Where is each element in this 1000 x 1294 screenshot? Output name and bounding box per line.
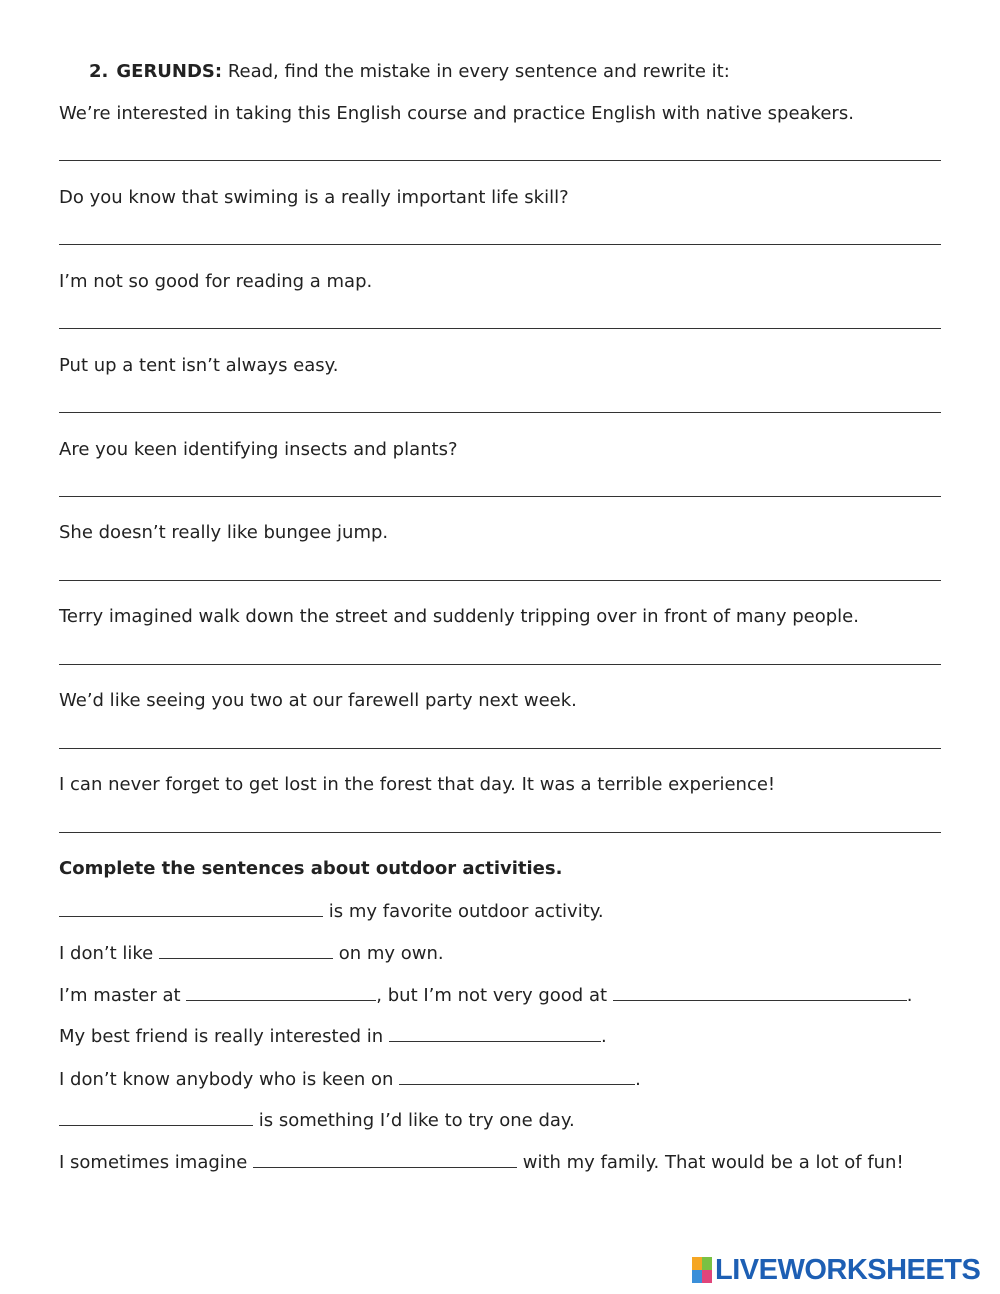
logo-square <box>702 1270 712 1283</box>
complete-text: . <box>635 1069 641 1090</box>
sentence-7: Terry imagined walk down the street and suddenly tripping over in front of many people. <box>59 606 859 627</box>
logo-square <box>692 1270 702 1283</box>
liveworksheets-logo[interactable] <box>692 1255 980 1285</box>
complete-text: I don’t like <box>59 943 159 964</box>
exercise-instruction: Read, find the mistake in every sentence and rewrite it: <box>222 61 730 82</box>
complete-text: . <box>600 1026 607 1047</box>
sentence-6: She doesn’t really like bungee jump. <box>59 522 389 543</box>
complete-text: . <box>906 985 913 1006</box>
complete-text: I don’t know anybody who is keen on <box>59 1069 400 1090</box>
exercise-title: GERUNDS: <box>116 61 223 82</box>
answer-line-1[interactable] <box>59 160 941 161</box>
blank-2[interactable] <box>159 942 333 959</box>
complete-text: is something I’d like to try one day. <box>253 1110 575 1131</box>
complete-sentence-7 <box>59 1151 904 1174</box>
answer-line-4[interactable] <box>59 412 941 413</box>
blank-3a[interactable] <box>186 984 376 1001</box>
complete-text: , but I’m not very good at <box>376 985 613 1006</box>
blank-3b[interactable] <box>613 984 907 1001</box>
exercise-heading <box>89 61 730 83</box>
complete-section-title: Complete the sentences about outdoor activities. <box>59 858 563 879</box>
complete-text: My best friend is really interested in <box>59 1026 389 1047</box>
blank-5[interactable] <box>399 1068 635 1085</box>
complete-text: I’m master at <box>59 985 187 1006</box>
exercise-number: 2. <box>89 61 109 82</box>
sentence-2: Do you know that swiming is a really important life skill? <box>59 187 569 208</box>
complete-text: is my favorite outdoor activity. <box>323 901 604 922</box>
complete-sentence-1 <box>59 900 604 923</box>
sentence-3: I’m not so good for reading a map. <box>59 271 373 292</box>
answer-line-2[interactable] <box>59 244 941 245</box>
sentence-4: Put up a tent isn’t always easy. <box>59 355 339 376</box>
blank-4[interactable] <box>389 1025 601 1042</box>
blank-1[interactable] <box>59 900 323 917</box>
sentence-8: We’d like seeing you two at our farewell party next week. <box>59 690 577 711</box>
answer-line-7[interactable] <box>59 664 941 665</box>
logo-square <box>702 1257 712 1270</box>
sentence-1: We’re interested in taking this English course and practice English with native speakers. <box>59 103 854 124</box>
logo-wordmark: LIVEWORKSHEETS <box>715 1254 981 1286</box>
sentence-5: Are you keen identifying insects and plants? <box>59 439 458 460</box>
blank-6[interactable] <box>59 1109 253 1126</box>
answer-line-9[interactable] <box>59 832 941 833</box>
sentence-9: I can never forget to get lost in the forest that day. It was a terrible experience! <box>59 774 776 795</box>
logo-square <box>692 1257 702 1270</box>
answer-line-5[interactable] <box>59 496 941 497</box>
complete-text: with my family. That would be a lot of fun! <box>517 1152 904 1173</box>
complete-sentence-5 <box>59 1068 641 1091</box>
complete-sentence-4 <box>59 1025 607 1048</box>
complete-text: on my own. <box>332 943 444 964</box>
blank-7[interactable] <box>253 1151 517 1168</box>
complete-sentence-6 <box>59 1109 575 1132</box>
complete-sentence-3 <box>59 984 912 1007</box>
answer-line-3[interactable] <box>59 328 941 329</box>
answer-line-6[interactable] <box>59 580 941 581</box>
liveworksheets-logo-icon <box>692 1257 712 1283</box>
complete-sentence-2 <box>59 942 444 965</box>
complete-text: I sometimes imagine <box>59 1152 253 1173</box>
answer-line-8[interactable] <box>59 748 941 749</box>
